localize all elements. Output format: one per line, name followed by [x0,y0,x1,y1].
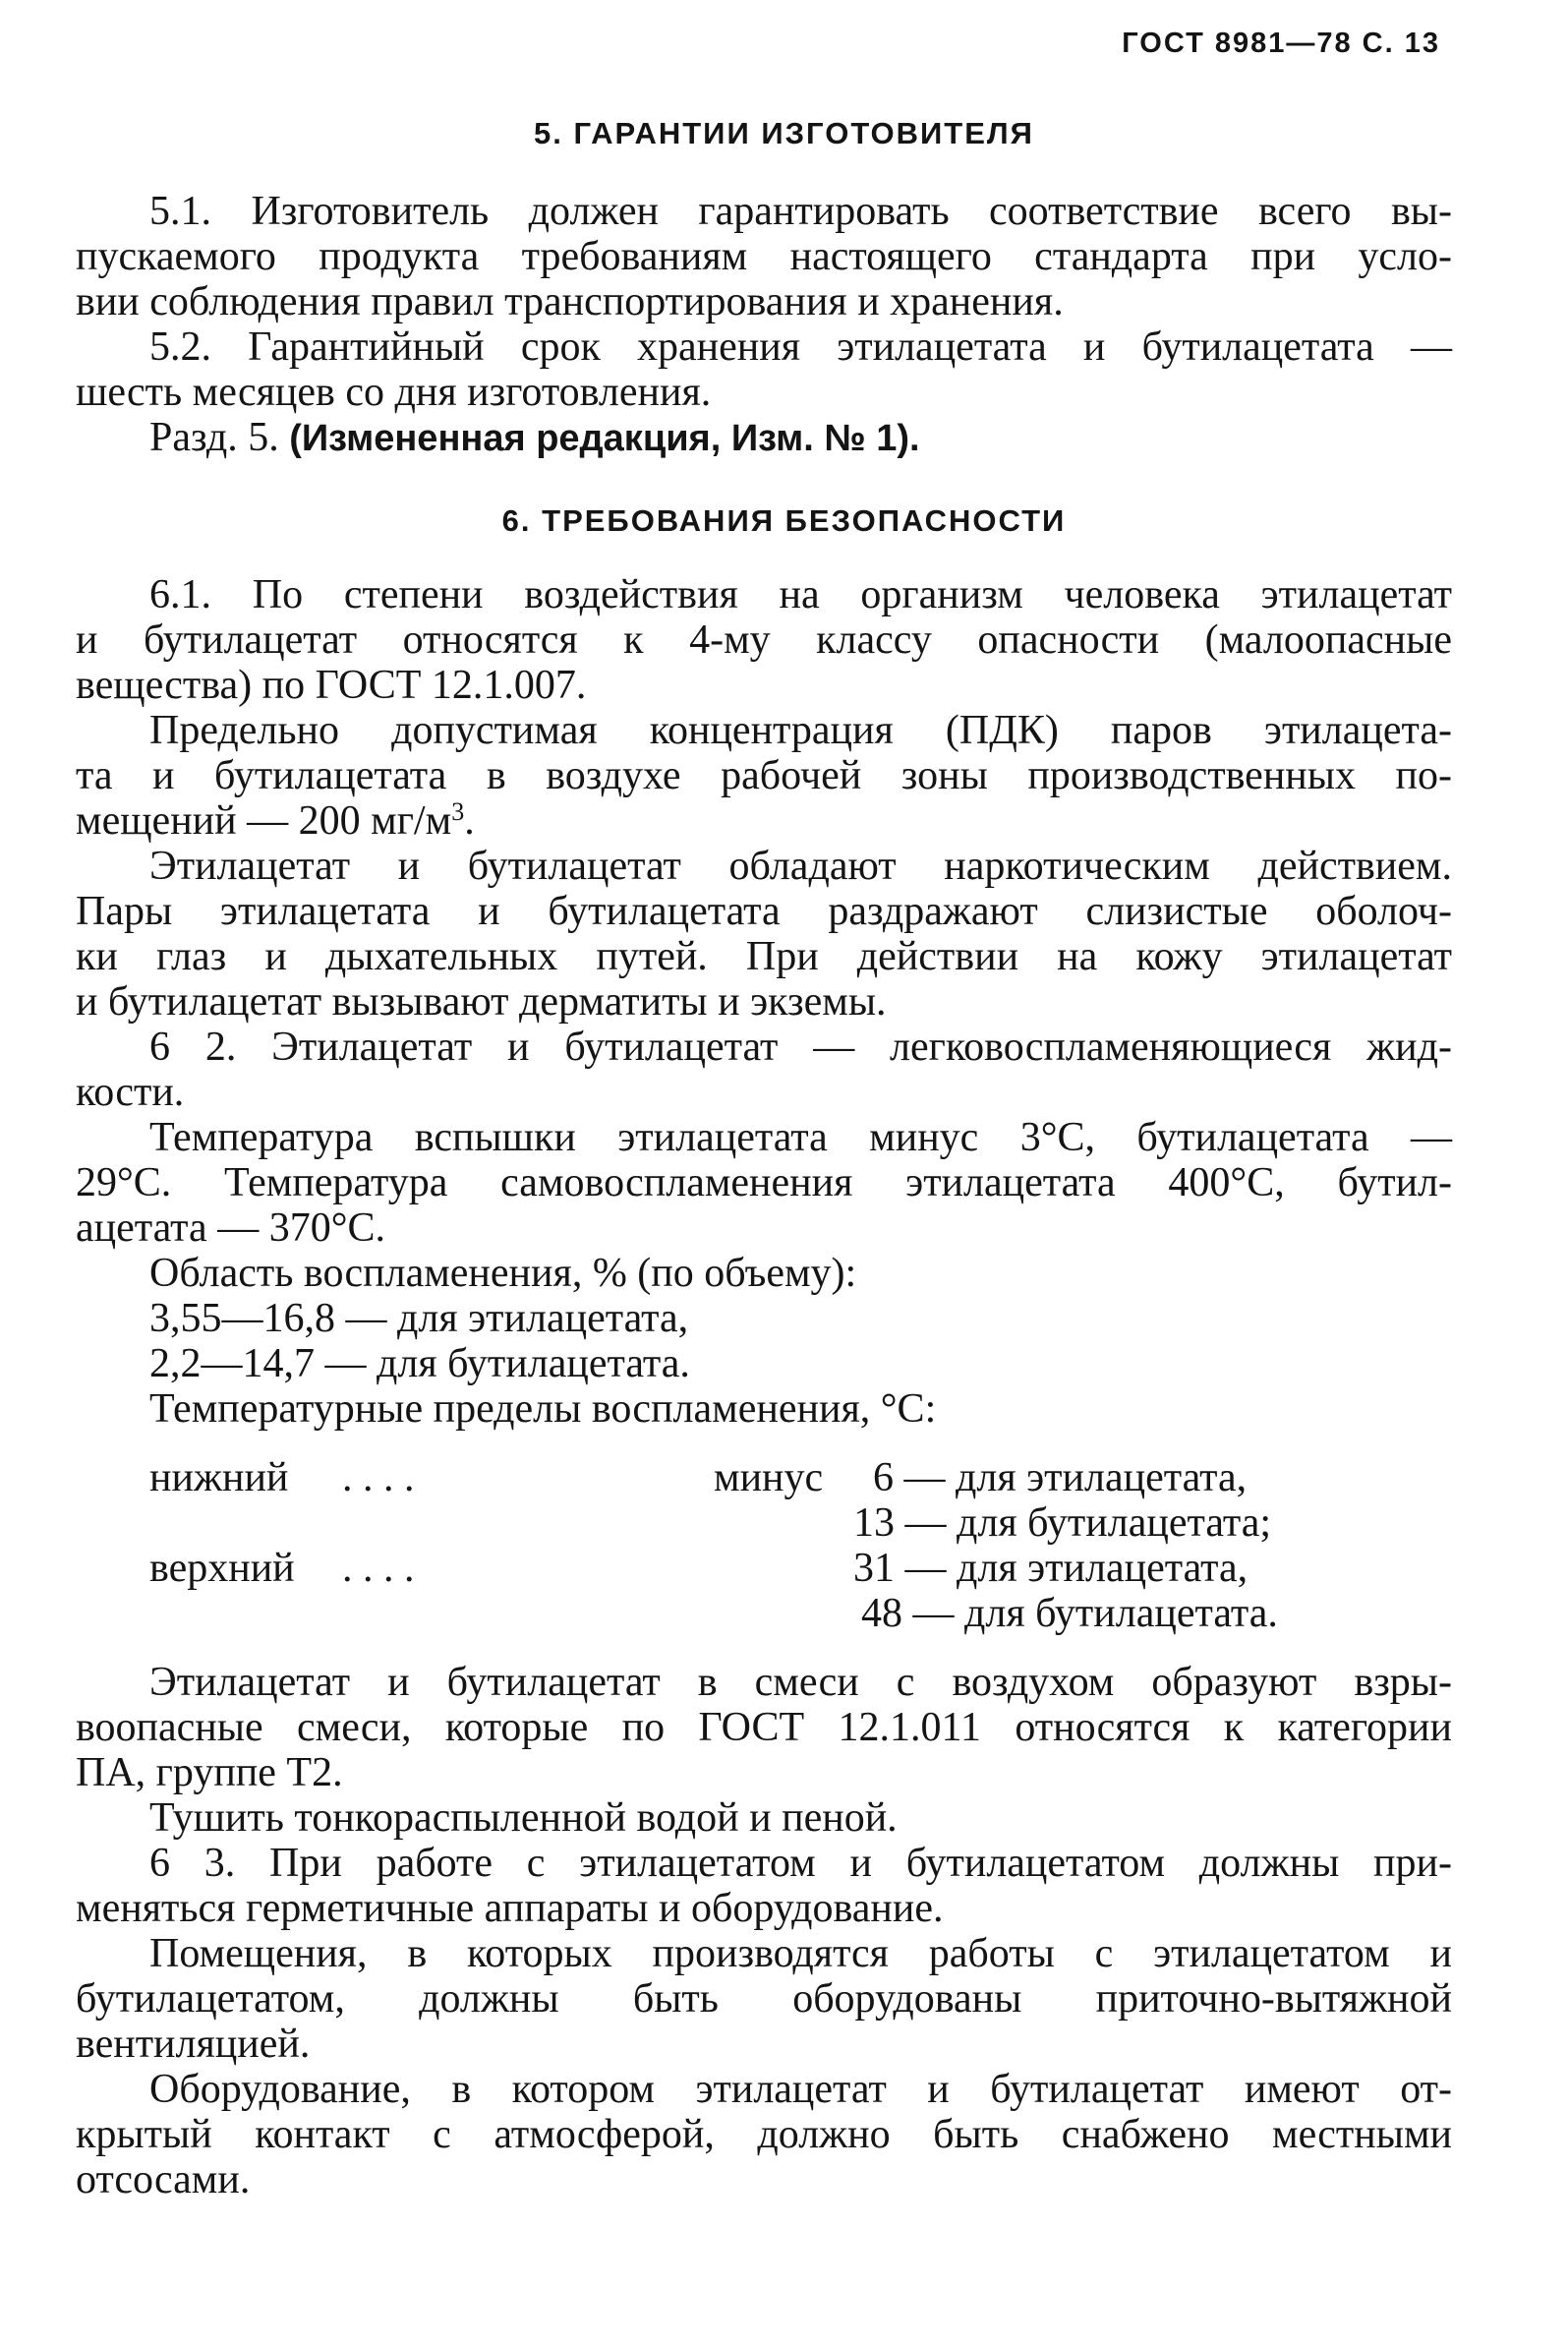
text-line: и бутилацетат вызывают дерматиты и экземы. [76,979,887,1025]
paragraph-narcotic [76,844,1452,1025]
text-line: бутилацетатом, должны быть оборудованы приточно-вытяжной [76,1976,1452,2022]
amendment-note [149,415,920,461]
text-line: Область воспламенения, % (по объему): [149,1251,857,1296]
text-line: меняться герметичные аппараты и оборудование. [76,1886,944,1931]
text-line: ки глаз и дыхательных путей. При действии на кожу этилацетат [76,934,1452,979]
paragraph-6-2 [76,1025,1452,1115]
note-bold: (Измененная редакция, Изм. № 1). [289,418,920,459]
paragraph-equipment [76,2067,1452,2202]
text-line: кости. [76,1070,185,1115]
running-head: ГОСТ 8981—78 С. 13 [1122,28,1440,59]
text-fragment: . [464,798,475,844]
text-line: та и бутилацетата в воздухе рабочей зоны производственных по- [76,753,1452,798]
text-fragment: мещений — 200 мг/м [76,798,452,844]
text-line: 29°С. Температура самовоспламенения этилацетата 400°С, бутил- [76,1160,1452,1205]
limit-value: 13 — для бутилацетата; [853,1500,1272,1546]
text-line: ПА, группе Т2. [76,1750,343,1795]
text-line: крытый контакт с атмосферой, должно быть снабжено местными [76,2112,1452,2157]
text-line: отсосами. [76,2157,251,2202]
text-line: Этилацетат и бутилацетат обладают наркотическим действием. [149,844,1452,889]
paragraph-flash [76,1115,1452,1251]
section-6-title: 6. ТРЕБОВАНИЯ БЕЗОПАСНОСТИ [501,503,1067,538]
paragraph-5-1 [76,189,1452,324]
text-line: 6 3. При работе с этилацетатом и бутилацетатом должны при- [149,1841,1452,1886]
text-line: шесть месяцев со дня изготовления. [76,370,712,415]
leader-dots: . . . . [342,1546,415,1591]
text-line: Пары этилацетата и бутилацетата раздражают слизистые оболоч- [76,889,1452,934]
lower-limit-label: нижний [149,1455,289,1500]
text-line: Тушить тонкораспыленной водой и пеной. [149,1795,898,1841]
text-line: 6 2. Этилацетат и бутилацетат — легковоспламеняющиеся жид- [149,1025,1452,1070]
limit-value: 6 — для этилацетата, [873,1455,1248,1500]
text-line: вещества) по ГОСТ 12.1.007. [76,663,587,708]
text-line: Оборудование, в котором этилацетат и бутилацетат имеют от- [149,2067,1452,2112]
paragraph-6-3 [76,1841,1452,1931]
text-line: Помещения, в которых производятся работы с этилацетатом и [149,1931,1452,1976]
text-line: вии соблюдения правил транспортирования и хранения. [76,279,1064,324]
upper-limit-label: верхний [149,1546,295,1591]
leader-dots: . . . . [342,1455,415,1500]
paragraph-6-1 [76,572,1452,708]
minus-word: минус [714,1455,824,1500]
paragraph-5-2 [76,324,1452,415]
text-line: вентиляцией. [76,2022,311,2067]
section-5-title: 5. ГАРАНТИИ ИЗГОТОВИТЕЛЯ [534,116,1034,150]
limit-value: 31 — для этилацетата, [853,1546,1249,1591]
text-line: Предельно допустимая концентрация (ПДК) паров этилацета- [149,708,1452,753]
text-line: 6.1. По степени воздействия на организм человека этилацетат [149,572,1452,617]
text-line [76,798,1452,844]
text-line: 5.1. Изготовитель должен гарантировать соответствие всего вы- [149,189,1452,234]
text-line: пускаемого продукта требованиям настоящего стандарта при усло- [76,234,1452,279]
note-prefix: Разд. 5. [149,415,279,460]
text-line: Температура вспышки этилацетата минус 3°С, бутилацетата — [149,1115,1452,1160]
text-line: Температурные пределы воспламенения, °С: [149,1386,937,1432]
superscript: 3 [451,797,465,826]
text-line: ацетата — 370°С. [76,1205,385,1251]
text-line: 2,2—14,7 — для бутилацетата. [149,1341,690,1386]
paragraph-rooms [76,1931,1452,2067]
text-line: 3,55—16,8 — для этилацетата, [149,1296,689,1341]
paragraph-pdk [76,708,1452,844]
text-line: Этилацетат и бутилацетат в смеси с воздухом образуют взры- [149,1660,1452,1705]
paragraph-explosive [76,1660,1452,1795]
limit-value: 48 — для бутилацетата. [861,1591,1278,1636]
text-line: и бутилацетат относятся к 4-му классу опасности (малоопасные [76,617,1452,663]
text-line: воопасные смеси, которые по ГОСТ 12.1.011 относятся к категории [76,1705,1452,1750]
text-line: 5.2. Гарантийный срок хранения этилацетата и бутилацетата — [149,324,1452,370]
